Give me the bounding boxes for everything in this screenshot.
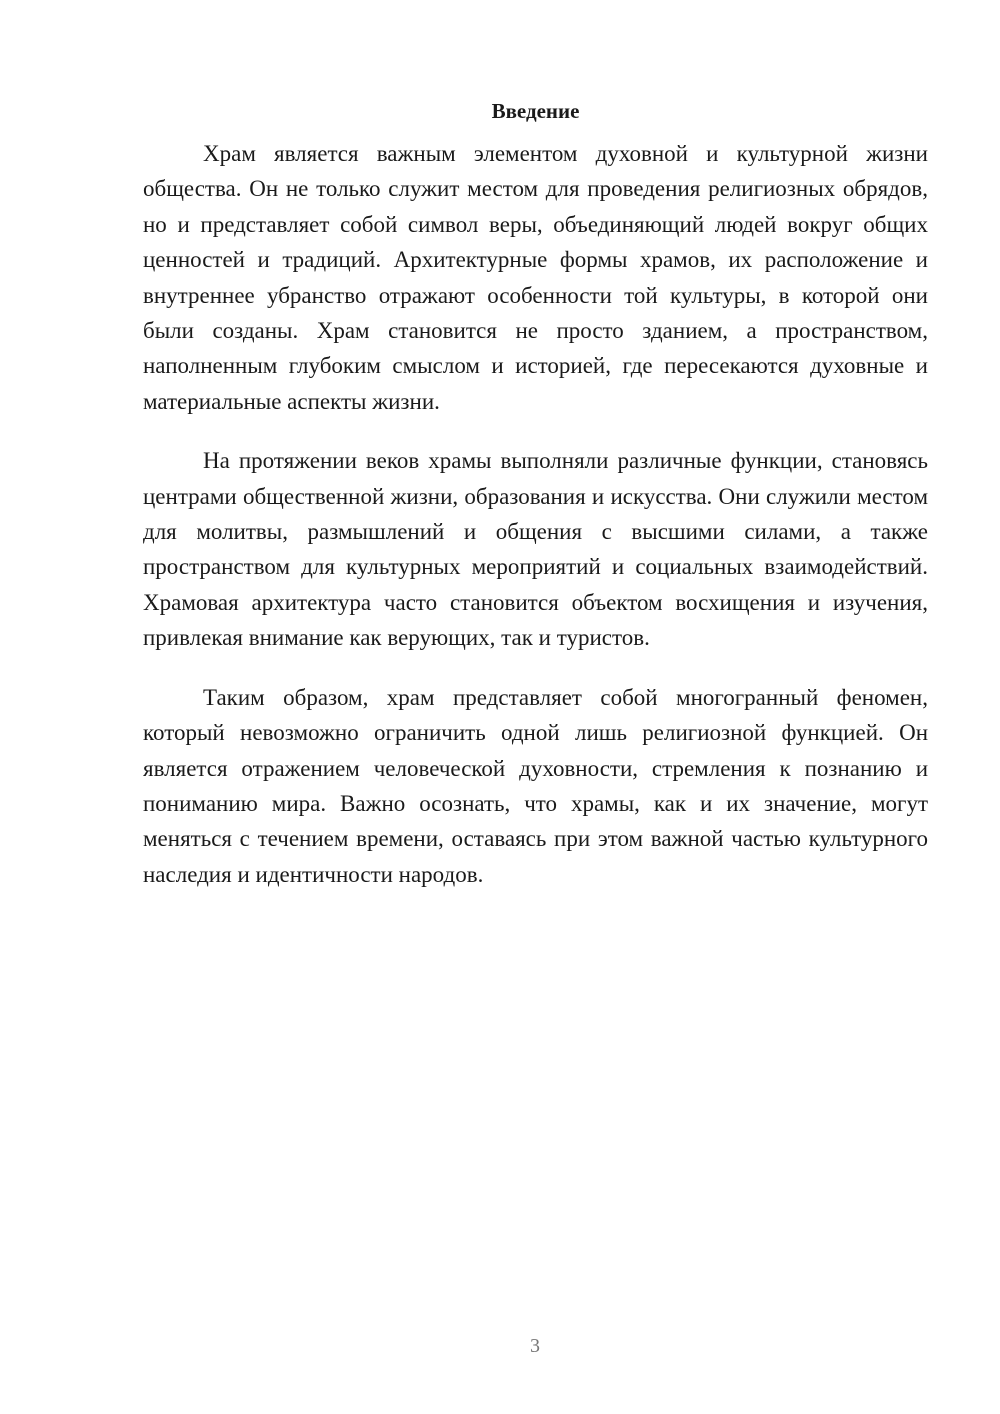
paragraph-2: На протяжении веков храмы выполняли различные функции, становясь центрами общественной жизни, образования и искусства. Они служили местом для молитвы, размышлений и общения с высшими силами, а также пространством для культурных мероприятий и социальных взаимодействий. Храмовая архитектура часто становится объектом восхищения и изучения, привлекая внимание как верующих, так и туристов. xyxy=(143,448,928,651)
paragraph-1: Храм является важным элементом духовной и культурной жизни общества. Он не только служит местом для проведения религиозных обрядов, но и представляет собой символ веры, объединяющий людей вокруг общих ценностей и традиций. Архитектурные формы храмов, их расположение и внутреннее убранство отражают особенности той культуры, в которой они были созданы. Храм становится не просто зданием, а пространством, наполненным глубоким смыслом и историей, где пересекаются духовные и материальные аспекты жизни. xyxy=(143,141,928,414)
page-number: 3 xyxy=(530,1335,540,1357)
section-title: Введение xyxy=(491,99,580,123)
page-content xyxy=(143,96,928,916)
paragraph-3: Таким образом, храм представляет собой многогранный феномен, который невозможно ограничить одной лишь религиозной функцией. Он является отражением человеческой духовности, стремления к познанию и пониманию мира. Важно осознать, что храмы, как и их значение, могут меняться с течением времени, оставаясь при этом важной частью культурного наследия и идентичности народов. xyxy=(143,684,928,887)
